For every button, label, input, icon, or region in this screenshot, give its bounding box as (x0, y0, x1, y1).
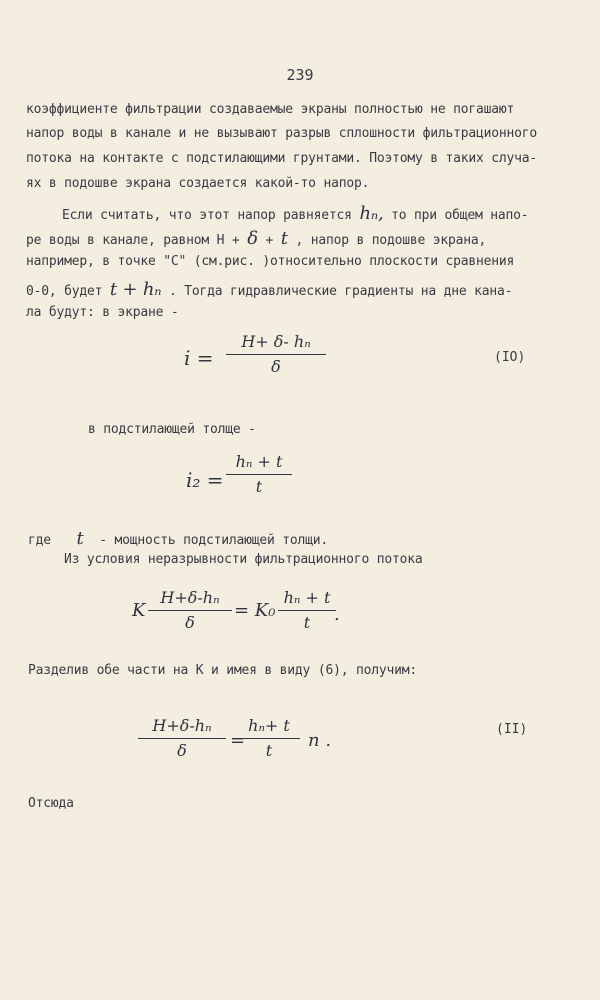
eq-i2-fraction (226, 452, 292, 497)
eq-i2-lhs: i₂ = (186, 468, 224, 492)
text-where (28, 528, 328, 549)
symbol-h-n: hₙ, (359, 203, 384, 224)
symbol-t: t (76, 528, 84, 549)
para2-line-2-end: , напор в подошве экрана, (295, 233, 487, 248)
eq11-denominator-2: t (265, 741, 273, 760)
eq10-numerator: H+ δ- hₙ (241, 332, 311, 351)
eq11-fraction-1 (138, 716, 226, 761)
eq10-lhs: i = (184, 346, 214, 370)
text-line-2: напор воды в канале и не вызывают разрыв сплошности фильтрационного (26, 126, 537, 141)
eq11-fraction-2 (238, 716, 300, 761)
eq-k-denominator-1: δ (185, 613, 195, 632)
text-hence: Отсюда (28, 796, 74, 811)
eq-i2-numerator: hₙ + t (235, 452, 283, 471)
para2-line-4-end: . Тогда гидравлические градиенты на дне кана- (169, 284, 513, 299)
eq-k-denominator-2: t (303, 613, 311, 632)
eq-k-numerator-2: hₙ + t (283, 588, 331, 607)
eq-k-fraction-2 (278, 588, 336, 633)
eq-k-equals-k0: = K₀ (234, 600, 276, 621)
para2-line-1 (62, 203, 528, 224)
eq11-numerator-1: H+δ-hₙ (152, 716, 212, 735)
text-where-end: - мощность подстилающей толщи. (99, 533, 329, 548)
para2-line-2-start: ре воды в канале, равном H + (26, 233, 240, 248)
eq11-number: (II) (496, 722, 528, 737)
plus-sign: + (265, 233, 274, 248)
para2-line-3: например, в точке "С" (см.рис. )относительно плоскости сравнения (26, 254, 515, 269)
text-continuity: Из условия неразрывности фильтрационного потока (64, 552, 423, 567)
eq-k-coefficient: K (132, 600, 146, 621)
fraction-bar (148, 610, 232, 611)
eq10-number: (IO) (494, 350, 526, 365)
eq-i2-denominator: t (255, 477, 263, 496)
text-line-3: потока на контакте с подстилающими грунтами. Поэтому в таких случа- (26, 151, 537, 166)
eq11-equals: = (230, 730, 246, 751)
eq-k-fraction-1 (148, 588, 232, 633)
symbol-delta: δ (247, 228, 258, 249)
para2-line-5: ла будут: в экране - (26, 305, 179, 320)
text-where-start: где (28, 533, 51, 548)
symbol-t: t (280, 228, 288, 249)
eq10-fraction (226, 332, 326, 377)
para2-line-4 (26, 279, 512, 300)
eq10-denominator: δ (271, 357, 281, 376)
fraction-bar (278, 610, 336, 611)
symbol-t-plus-hn: t + hₙ (109, 279, 162, 300)
fraction-bar (138, 738, 226, 739)
para2-line-1-end: то при общем напо- (391, 208, 529, 223)
fraction-bar (238, 738, 300, 739)
eq11-n-factor: n . (308, 730, 332, 751)
text-dividing: Разделив обе части на К и имея в виду (6), получим: (28, 663, 417, 678)
eq11-numerator-2: hₙ+ t (248, 716, 290, 735)
para2-line-2 (26, 228, 486, 249)
page-number: 239 (286, 66, 314, 84)
para2-line-4-start: 0-0, будет (26, 284, 103, 299)
text-sublayer: в подстилающей толще - (88, 422, 256, 437)
fraction-bar (226, 354, 326, 355)
eq11-denominator-1: δ (177, 741, 187, 760)
para2-line-1-start: Если считать, что этот напор равняется (62, 208, 352, 223)
text-line-4: ях в подошве экрана создается какой-то напор. (26, 176, 370, 191)
fraction-bar (226, 474, 292, 475)
eq-k-period: . (334, 604, 340, 625)
eq-k-numerator-1: H+δ-hₙ (160, 588, 220, 607)
text-line-1: коэффициенте фильтрации создаваемые экраны полностью не погашают (26, 102, 515, 117)
